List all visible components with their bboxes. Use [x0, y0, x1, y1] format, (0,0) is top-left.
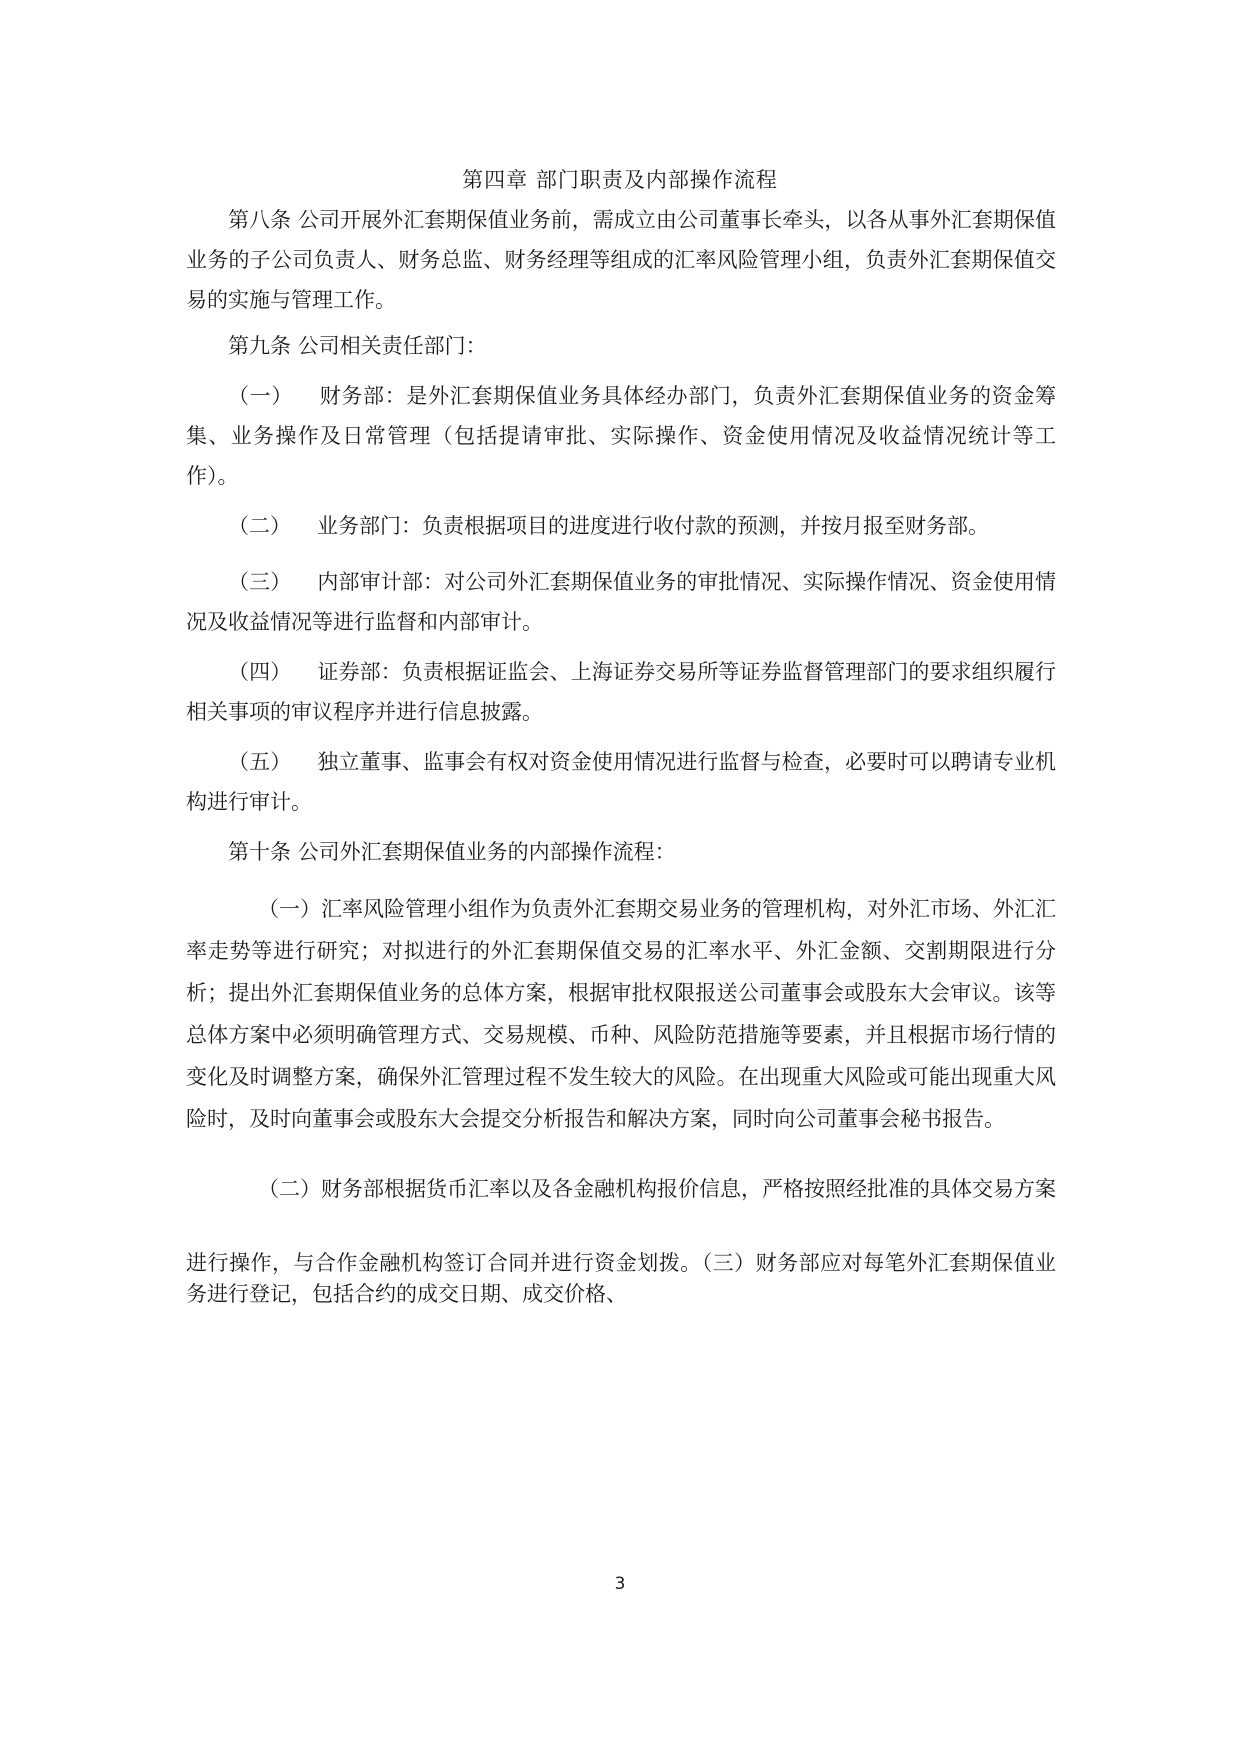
- article-10: 第十条 公司外汇套期保值业务的内部操作流程：: [228, 840, 676, 864]
- procedure-continuation: 进行操作，与合作金融机构签订合同并进行资金划拨。（三）财务部应对每笔外汇套期保值业务进行登记，包括合约的成交日期、成交价格、: [186, 1251, 1056, 1306]
- article-8: 第八条 公司开展外汇套期保值业务前，需成立由公司董事长牵头，以各从事外汇套期保值业务的子公司负责人、财务总监、财务经理等组成的汇率风险管理小组，负责外汇套期保值交易的实施与管理工作。: [186, 208, 1056, 312]
- dept-independent: [186, 742, 1056, 822]
- dept-number: （四）: [228, 660, 292, 684]
- dept-business: [186, 506, 1056, 546]
- dept-text: 财务部：是外汇套期保值业务具体经办部门，负责外汇套期保值业务的资金筹集、业务操作及日常管理（包括提请审批、实际操作、资金使用情况及收益情况统计等工作）。: [186, 384, 1057, 488]
- dept-number: （三）: [228, 570, 292, 594]
- chapter-title: 第四章 部门职责及内部操作流程: [462, 168, 778, 192]
- dept-number: （五）: [228, 750, 292, 774]
- page-number: 3: [614, 1574, 626, 1594]
- dept-audit: [186, 562, 1056, 642]
- dept-text: 内部审计部：对公司外汇套期保值业务的审批情况、实际操作情况、资金使用情况及收益情况等进行监督和内部审计。: [186, 570, 1057, 634]
- dept-number: （二）: [228, 514, 291, 538]
- dept-number: （一）: [228, 384, 294, 408]
- dept-securities: [186, 652, 1056, 732]
- procedure-2: （二）财务部根据货币汇率以及各金融机构报价信息，严格按照经批准的具体交易方案: [258, 1177, 1056, 1201]
- dept-text: 证券部：负责根据证监会、上海证券交易所等证券监督管理部门的要求组织履行相关事项的审议程序并进行信息披露。: [186, 660, 1057, 724]
- dept-text: 业务部门：负责根据项目的进度进行收付款的预测，并按月报至财务部。: [317, 514, 989, 538]
- article-9: 第九条 公司相关责任部门：: [228, 334, 487, 358]
- dept-text: 独立董事、监事会有权对资金使用情况进行监督与检查，必要时可以聘请专业机构进行审计。: [186, 750, 1057, 814]
- dept-finance: [186, 376, 1056, 496]
- procedure-1: （一）汇率风险管理小组作为负责外汇套期交易业务的管理机构，对外汇市场、外汇汇率走势等进行研究；对拟进行的外汇套期保值交易的汇率水平、外汇金额、交割期限进行分析；提出外汇套期保值业务的总体方案，根据审批权限报送公司董事会或股东大会审议。该等总体方案中必须明确管理方式、交易规模、币种、风险防范措施等要素，并且根据市场行情的变化及时调整方案，确保外汇管理过程不发生较大的风险。在出现重大风险或可能出现重大风险时，及时向董事会或股东大会提交分析报告和解决方案，同时向公司董事会秘书报告。: [186, 897, 1056, 1131]
